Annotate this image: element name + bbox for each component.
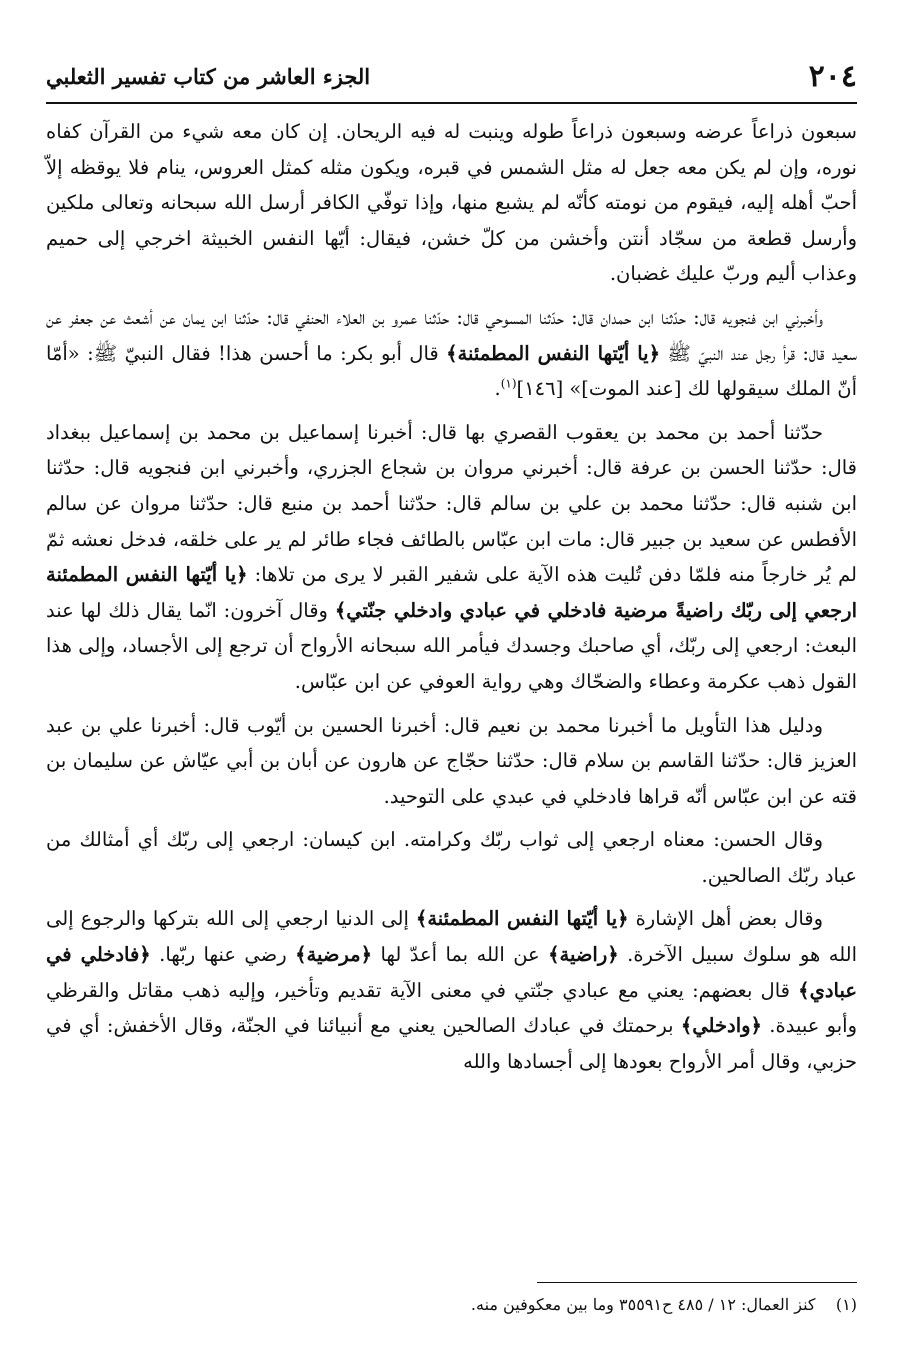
paragraph xyxy=(46,708,857,815)
paragraph xyxy=(46,901,857,1079)
quran-quote: ﴿يا أيّتها النفس المطمئنة﴾ xyxy=(415,907,629,931)
footnote-rule xyxy=(537,1282,857,1283)
footnote-number: (١) xyxy=(835,1295,857,1314)
header-rule xyxy=(46,102,857,104)
page-body xyxy=(46,114,857,1079)
page-header xyxy=(46,58,857,96)
text-segment: . xyxy=(494,377,501,401)
text-segment: قال بعضهم: يعني مع عبادي جنّتي في معنى الآية تقديم وتأخير، وإليه ذهب مقاتل والقرظي وأبو عبيدة. xyxy=(46,978,857,1038)
quran-quote: ﴿وادخلي﴾ xyxy=(680,1014,762,1038)
paragraph xyxy=(46,114,857,292)
text-segment: وقال آخرون: انّما يقال ذلك لها عند البعث: ارجعي إلى ربّك، أي صاحبك وجسدك فيأمر الله سبحانه الأرواح أن ترجع إلى الأجساد، وإلى هذا القول ذهب عكرمة وعطاء والضحّاك وهي رواية العوفي عن ابن عبّاس. xyxy=(46,598,857,693)
paragraph xyxy=(46,300,857,407)
text-segment: وأخبرني ابن فنجويه قال: حدّثنا ابن حمدان قال: حدّثنا المسوحي قال: حدّثنا عمرو بن العلاء الحنفي قال: حدّثنا ابن يمان عن أشعث عن جعفر عن سعيد قال: قرأ رجل عند النبيّ ﷺ xyxy=(46,305,857,365)
running-title: الجزء العاشر من كتاب تفسير الثعلبي xyxy=(46,64,371,89)
text-segment: ودليل هذا التأويل ما أخبرنا محمد بن نعيم قال: أخبرنا الحسين بن أيّوب قال: أخبرنا علي بن عبد العزيز قال: حدّثنا القاسم بن سلام قال: حدّثنا حجّاج عن هارون عن أبان بن أبي عيّاش عن سليمان بن قته عن ابن عبّاس أنّه قراها فادخلي في عبدي على التوحيد. xyxy=(46,713,857,808)
page-number: ٢٠٤ xyxy=(808,59,857,94)
text-segment: سبعون ذراعاً عرضه وسبعون ذراعاً طوله وينبت له فيه الريحان. إن كان معه شيء من القرآن كفاه نوره، وإن لم يكن معه جعل له مثل الشمس في قبره، ويكون مثله كمثل العروس، ينام فلا يوقظه إلاّ أحبّ أهله إليه، فيقوم من نومته كأنّه لم يشبع منها، وإذا توفّي الكافر أرسل الله سبحانه وتعالى ملكين وأرسل قطعة من سجّاد أنتن وأخشن من كلّ خشن، فيقال: أيّها النفس الخبيثة اخرجي إلى حميم وعذاب أليم وربّ عليك غضبان. xyxy=(46,120,857,286)
paragraph xyxy=(46,822,857,893)
text-segment: قال أبو بكر: ما أحسن هذا! فقال النبيّ ﷺ: «أمّا أنّ الملك سيقولها لك [عند الموت]» [١٤٦] xyxy=(46,341,857,401)
text-segment: وقال بعض أهل الإشارة xyxy=(628,907,823,931)
footnote-marker: (١) xyxy=(500,376,517,391)
paragraph xyxy=(46,415,857,700)
text-segment: رضي عنها ربّها. xyxy=(150,943,296,967)
quran-quote: ﴿راضية﴾ xyxy=(548,943,619,967)
footnote-text: كنز العمال: ١٢ / ٤٨٥ ح٣٥٥٩١ وما بين معكوفين منه. xyxy=(470,1295,816,1314)
footnote xyxy=(46,1292,857,1318)
text-segment: عن الله بما أعدّ لها xyxy=(372,943,549,967)
quran-quote: ﴿يا أيّتها النفس المطمئنة ارجعي إلى ربّك راضيةً مرضية فادخلي في عبادي وادخلي جنّتي﴾ xyxy=(46,563,857,622)
text-segment: وقال الحسن: معناه ارجعي إلى ثواب ربّك وكرامته. ابن كيسان: ارجعي إلى ربّك أي أمثالك من عباد ربّك الصالحين. xyxy=(46,828,857,887)
quran-quote: ﴿فادخلي في عبادي﴾ xyxy=(46,943,857,1002)
quran-quote: ﴿يا أيّتها النفس المطمئنة﴾ xyxy=(446,341,660,365)
quran-quote: ﴿مرضية﴾ xyxy=(295,943,373,967)
text-segment: برحمتك في عبادك الصالحين يعني مع أنبيائنا في الجنّة، وقال الأخفش: أي في حزبي، وقال أمر الأرواح بعودها إلى أجسادها والله xyxy=(46,1014,857,1073)
text-segment: إلى الدنيا ارجعي إلى الله بتركها والرجوع إلى الله هو سلوك سبيل الآخرة. xyxy=(46,907,858,967)
text-segment: حدّثنا أحمد بن محمد بن يعقوب القصري بها قال: أخبرنا إسماعيل بن محمد بن إسماعيل ببغداد قال: حدّثنا الحسن بن عرفة قال: أخبرني مروان بن شجاع الجزري، وأخبرني ابن فنجويه قال: حدّثنا ابن شنبه قال: حدّثنا محمد بن علي بن سالم قال: حدّثنا أحمد بن منبع قال: حدّثنا مروان عن سالم الأفطس عن سعيد بن جبير قال: مات ابن عبّاس بالطائف فجاء طائر لم ير على خلقه، فدخل نعشه ثمّ لم يُر خارجاً منه فلمّا دفن تُليت هذه الآية على شفير القبر لا يرى من تلاها: xyxy=(46,420,857,587)
